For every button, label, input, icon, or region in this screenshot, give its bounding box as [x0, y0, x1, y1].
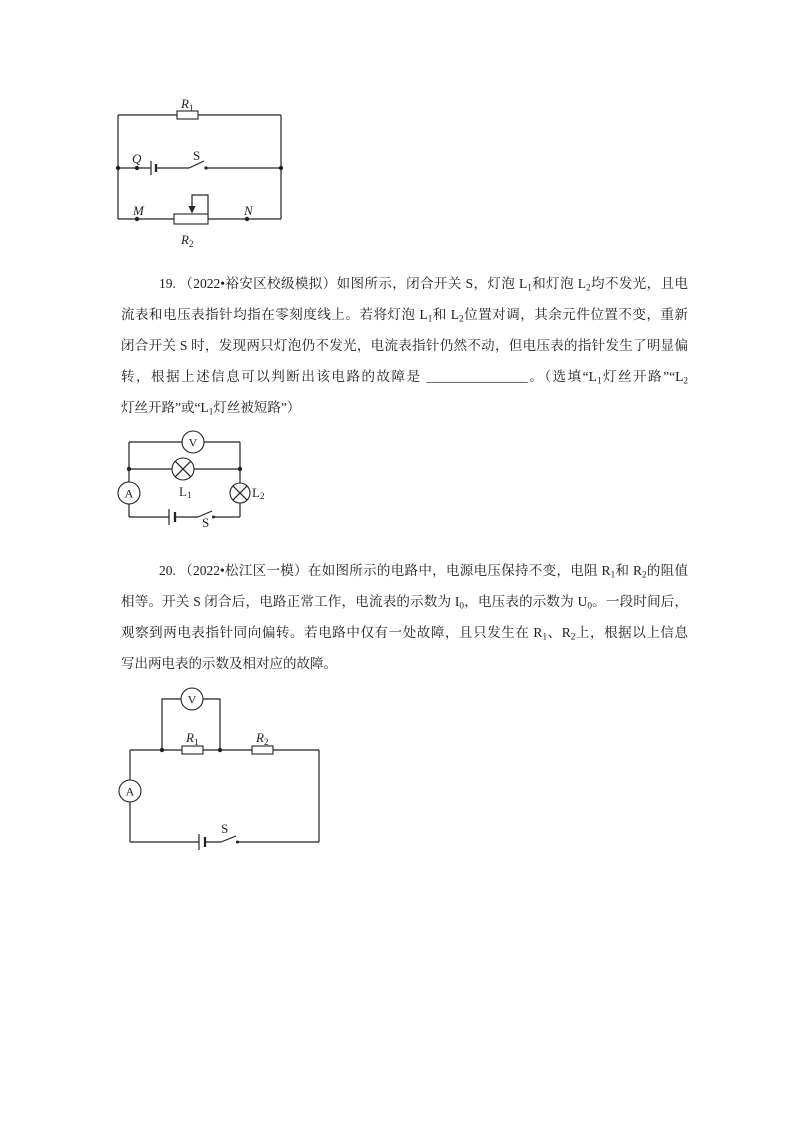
text-run: 位置对调，其余元件位置不变，重新: [463, 306, 689, 322]
text-run: 和 R: [615, 562, 642, 578]
text-run: 写出两电表的示数及相对应的故障。: [121, 656, 337, 672]
label-subscript: 1: [193, 737, 199, 747]
circuit-diagram-1: [100, 88, 300, 253]
subscript: 1: [527, 282, 532, 293]
text-run: 闭合开关 S 时，发现两只灯泡仍不发光，电流表指针仍然不动，但电压表的指针发生了明显偏: [121, 337, 688, 353]
text-run: 。一段时间后，: [591, 593, 689, 609]
label-letter: R: [186, 730, 194, 745]
battery-icon: [169, 509, 175, 525]
lamp-l2-icon: [230, 483, 250, 503]
label-subscript: 1: [186, 490, 192, 500]
text-run: 灯丝开路”“L: [601, 369, 684, 385]
slider-arrow: [189, 206, 196, 214]
text-run: 转，根据上述信息可以判断出该电路的故障是: [121, 369, 427, 385]
rheostat-r2-icon: [174, 214, 208, 224]
voltmeter-label: V: [187, 692, 197, 707]
junction-dot: [279, 166, 283, 170]
text-run: 、R: [547, 624, 571, 640]
ammeter-label: A: [125, 784, 135, 799]
label-letter: R: [256, 730, 264, 745]
label-l1: [179, 484, 191, 500]
question-19: [121, 268, 688, 424]
question-20: [121, 555, 688, 680]
question-text-line: [121, 586, 688, 617]
text-run: 观察到两电表指针同向偏转。若电路中仅有一处故障，且只发生在 R: [121, 624, 543, 640]
text-run: 的阻值: [646, 562, 688, 578]
subscript: 1: [427, 313, 433, 324]
label-r1: [180, 96, 193, 113]
subscript: 1: [610, 569, 616, 580]
subscript: 2: [683, 375, 689, 386]
question-text-line: [121, 617, 688, 648]
question-number: 20.: [159, 562, 176, 578]
label-s: S: [202, 515, 210, 530]
text-run: 均不发光，且电: [590, 275, 688, 291]
switch-icon: [221, 836, 239, 844]
question-text-line: [121, 392, 688, 423]
switch-contact: [212, 516, 215, 519]
battery-icon: [199, 834, 205, 850]
junction-dot: [238, 467, 242, 471]
label-s: S: [193, 148, 201, 163]
text-run: （2022•松江区一模）在如图所示的电路中，电源电压保持不变，电阻 R: [178, 562, 611, 578]
label-m: M: [133, 203, 144, 218]
question-text-line: [121, 299, 688, 330]
text-run: 灯丝被短路”）: [213, 400, 301, 416]
text-run: 和灯泡 L: [531, 275, 587, 291]
switch-lever: [221, 836, 236, 842]
junction-dot: [135, 166, 139, 170]
label-r2: [180, 232, 193, 249]
lamp-l1-icon: [172, 458, 194, 480]
subscript: 0: [459, 600, 464, 611]
label-subscript: 2: [188, 239, 194, 249]
ammeter-icon: [118, 482, 140, 504]
subscript: 1: [542, 631, 548, 642]
label-letter: R: [181, 232, 189, 247]
label-n: N: [244, 203, 253, 218]
voltmeter-icon: [181, 688, 203, 710]
label-l2: [252, 485, 264, 501]
subscript: 2: [459, 313, 464, 324]
subscript: 0: [587, 600, 592, 611]
question-number: 19.: [159, 275, 176, 291]
question-text-line: [121, 361, 688, 392]
ammeter-icon: [119, 780, 141, 802]
switch-contact: [204, 166, 207, 169]
circuit-diagram-2: [110, 425, 280, 537]
voltmeter-label: V: [188, 435, 198, 450]
text-run: 流表和电压表指针均指在零刻度线上。若将灯泡 L: [121, 306, 428, 322]
text-run: 灯丝开路”或“L: [121, 400, 209, 416]
junction-dot: [160, 748, 164, 752]
label-letter: L: [179, 484, 187, 499]
text-run: 相等。开关 S 闭合后，电路正常工作，电流表的示数为 I: [121, 593, 460, 609]
text-run: （2022•裕安区校级模拟）如图所示，闭合开关 S，灯泡 L: [178, 275, 528, 291]
label-letter: L: [252, 485, 260, 500]
text-run: 和 L: [432, 306, 459, 322]
subscript: 1: [596, 375, 602, 386]
resistor-r1-icon: [182, 746, 203, 754]
subscript: 2: [570, 631, 576, 642]
label-letter: R: [181, 96, 189, 111]
answer-blank: _______________: [426, 369, 528, 385]
label-r1: [185, 730, 198, 747]
text-run: ，电压表的示数为 U: [464, 593, 588, 609]
label-subscript: 2: [259, 491, 265, 501]
circuit-diagram-3: [110, 680, 335, 855]
question-text-line: [121, 330, 688, 361]
junction-dot: [116, 166, 120, 170]
subscript: 1: [208, 406, 214, 417]
subscript: 2: [641, 569, 647, 580]
question-text-line: [121, 648, 688, 679]
subscript: 2: [586, 282, 591, 293]
label-subscript: 2: [263, 737, 269, 747]
label-s: S: [221, 821, 229, 836]
label-q: Q: [132, 151, 142, 166]
text-run: 。（选填“L: [527, 369, 597, 385]
label-r2: [255, 730, 268, 747]
label-subscript: 1: [188, 103, 194, 113]
question-text-line: [121, 268, 688, 299]
junction-dot: [127, 467, 131, 471]
voltmeter-icon: [182, 431, 204, 453]
resistor-r1-icon: [177, 111, 198, 119]
text-run: 上，根据以上信息: [575, 624, 688, 640]
resistor-r2-icon: [252, 746, 273, 754]
junction-dot: [218, 748, 222, 752]
ammeter-label: A: [124, 486, 134, 501]
switch-contact: [236, 841, 239, 844]
battery-icon: [151, 161, 156, 175]
question-text-line: [121, 555, 688, 586]
